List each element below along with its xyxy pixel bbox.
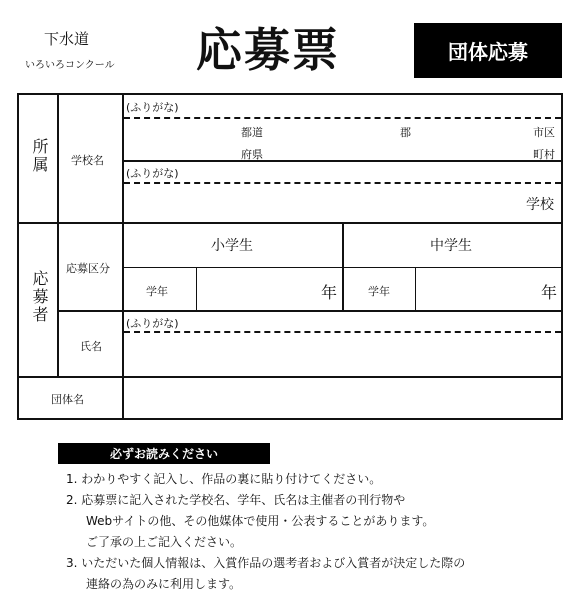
- name-label: 氏名: [80, 340, 102, 353]
- elementary-year-suffix: 年: [321, 283, 338, 302]
- notice-line: 2. 応募票に記入された学校名、学年、氏名は主催者の刊行物や: [66, 493, 406, 507]
- city-ku-label: 市区: [533, 126, 555, 139]
- junior-high-label: 中学生: [430, 238, 472, 254]
- furigana-label-1: (ふりがな): [126, 101, 179, 114]
- elementary-label: 小学生: [211, 238, 253, 254]
- prefecture-to-label: 都道: [241, 126, 263, 139]
- notice-line: 連絡の為のみに利用します。: [86, 577, 242, 591]
- school-suffix-label: 学校: [526, 197, 554, 213]
- form-title: 応募票: [196, 23, 340, 77]
- prefecture-fu-label: 府県: [241, 148, 263, 161]
- notice-line: 3. いただいた個人情報は、入賞作品の選考者および入賞者が決定した際の: [66, 556, 466, 570]
- group-application-badge: 団体応募: [414, 23, 562, 78]
- group-name-label: 団体名: [51, 393, 84, 406]
- organizer-name: 下水道: [44, 30, 90, 48]
- notice-line: 1. わかりやすく記入し、作品の裏に貼り付けてください。: [66, 472, 382, 486]
- furigana-label-3: (ふりがな): [126, 317, 179, 330]
- notice-line: Webサイトの他、その他媒体で使用・公表することがあります。: [86, 514, 435, 528]
- affiliation-label: 所属: [30, 138, 49, 174]
- contest-name: いろいろコンクール: [25, 60, 115, 71]
- notice-title: 必ずお読みください: [58, 443, 270, 464]
- junior-grade-label: 学年: [368, 285, 390, 298]
- junior-year-suffix: 年: [541, 283, 558, 302]
- gun-label: 郡: [400, 126, 411, 139]
- elementary-grade-label: 学年: [146, 285, 168, 298]
- school-name-label: 学校名: [71, 154, 104, 167]
- notice-line: ご了承の上ご記入ください。: [86, 535, 243, 549]
- city-machi-label: 町村: [533, 148, 555, 161]
- category-label: 応募区分: [66, 262, 110, 275]
- furigana-label-2: (ふりがな): [126, 167, 179, 180]
- applicant-label: 応募者: [30, 270, 49, 324]
